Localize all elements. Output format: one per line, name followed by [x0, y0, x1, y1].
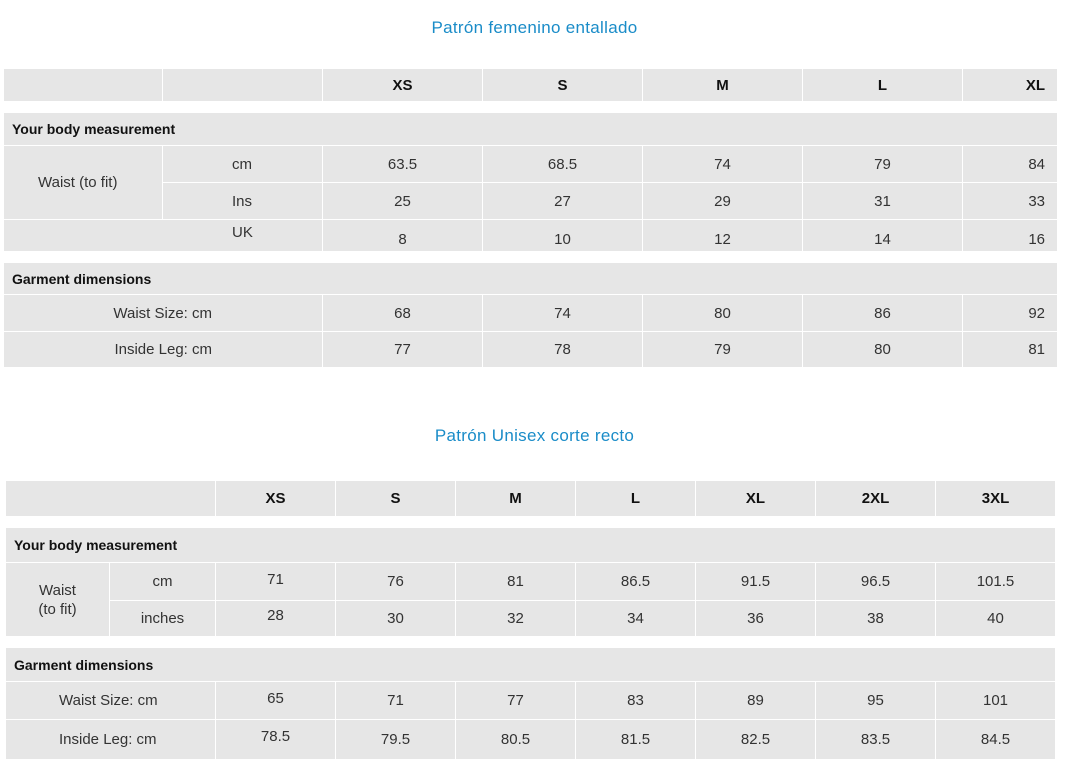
table-cell: 81 — [456, 562, 576, 600]
table-cell: 14 — [803, 219, 963, 251]
table-cell: 80 — [643, 294, 803, 331]
table-cell: 81 — [963, 331, 1057, 367]
table-cell: 40 — [936, 600, 1055, 636]
table-cell: 30 — [336, 600, 456, 636]
table-cell: 32 — [456, 600, 576, 636]
unit-label: cm — [110, 562, 216, 600]
table-row — [6, 600, 1055, 636]
table-cell: 63.5 — [323, 145, 483, 182]
waist-label-line: (to fit) — [38, 600, 77, 618]
unit-label: UK — [163, 219, 323, 251]
table-cell: 65 — [216, 681, 336, 719]
size-header: 2XL — [816, 481, 936, 516]
table-cell: 77 — [323, 331, 483, 367]
table-row — [4, 219, 1057, 251]
size-header: XL — [963, 69, 1057, 101]
size-header-row — [6, 481, 1055, 516]
waist-label: Waist (to fit) — [4, 145, 163, 219]
waist-label-line: Waist — [39, 581, 76, 599]
table-cell: 78.5 — [216, 719, 336, 759]
table-cell: 83.5 — [816, 719, 936, 759]
section-heading: Your body measurement — [6, 528, 1055, 562]
fitted-pattern-title: Patrón femenino entallado — [431, 18, 638, 37]
size-header: 3XL — [936, 481, 1055, 516]
garment-dimensions-section — [6, 648, 1055, 681]
table-cell: 92 — [963, 294, 1057, 331]
table-row — [6, 681, 1055, 719]
table-cell: 68 — [323, 294, 483, 331]
table-cell: 91.5 — [696, 562, 816, 600]
table-cell: 95 — [816, 681, 936, 719]
table-cell: 86.5 — [576, 562, 696, 600]
table-cell: 80 — [803, 331, 963, 367]
table-row — [6, 719, 1055, 759]
table-cell: 77 — [456, 681, 576, 719]
table-cell: 25 — [323, 182, 483, 219]
table-cell: 96.5 — [816, 562, 936, 600]
row-label: Waist Size: cm — [6, 681, 216, 719]
table-cell: 101.5 — [936, 562, 1055, 600]
fitted-size-table — [4, 69, 1057, 367]
table-cell: 8 — [323, 219, 483, 251]
body-measurement-section — [6, 528, 1055, 562]
table-cell: 76 — [336, 562, 456, 600]
table-cell: 79 — [803, 145, 963, 182]
unisex-size-table — [6, 481, 1055, 759]
size-header: L — [576, 481, 696, 516]
table-cell: 81.5 — [576, 719, 696, 759]
size-header: M — [643, 69, 803, 101]
row-label: Inside Leg: cm — [6, 719, 216, 759]
unisex-pattern-title: Patrón Unisex corte recto — [434, 426, 635, 445]
table-cell: 71 — [216, 562, 336, 600]
table-cell: 71 — [336, 681, 456, 719]
table-cell: 82.5 — [696, 719, 816, 759]
size-header: L — [803, 69, 963, 101]
table-cell: 84.5 — [936, 719, 1055, 759]
table-cell: 12 — [643, 219, 803, 251]
table-cell: 10 — [483, 219, 643, 251]
table-cell: 101 — [936, 681, 1055, 719]
section-heading: Garment dimensions — [4, 263, 1057, 294]
section-heading: Your body measurement — [4, 113, 1057, 145]
table-cell: 68.5 — [483, 145, 643, 182]
table-cell: 33 — [963, 182, 1057, 219]
unit-label: Ins — [163, 182, 323, 219]
table-cell: 84 — [963, 145, 1057, 182]
table-cell: 74 — [643, 145, 803, 182]
body-measurement-section — [4, 113, 1057, 145]
table-row — [4, 294, 1057, 331]
table-cell: 16 — [963, 219, 1057, 251]
table-cell: 86 — [803, 294, 963, 331]
size-header: XS — [323, 69, 483, 101]
size-header-row — [4, 69, 1057, 101]
row-label: Inside Leg: cm — [4, 331, 323, 367]
table-cell: 31 — [803, 182, 963, 219]
table-cell: 36 — [696, 600, 816, 636]
garment-dimensions-section — [4, 263, 1057, 294]
table-cell: 89 — [696, 681, 816, 719]
size-header: S — [483, 69, 643, 101]
table-cell: 83 — [576, 681, 696, 719]
table-row — [4, 331, 1057, 367]
unit-label: inches — [110, 600, 216, 636]
row-label: Waist Size: cm — [4, 294, 323, 331]
table-cell: 28 — [216, 600, 336, 636]
table-cell: 79.5 — [336, 719, 456, 759]
table-cell: 29 — [643, 182, 803, 219]
table-row — [6, 562, 1055, 600]
table-cell: 80.5 — [456, 719, 576, 759]
size-header: XS — [216, 481, 336, 516]
table-row — [4, 145, 1057, 182]
table-cell: 79 — [643, 331, 803, 367]
table-cell: 38 — [816, 600, 936, 636]
size-header: M — [456, 481, 576, 516]
table-cell: 74 — [483, 294, 643, 331]
waist-label — [6, 562, 110, 636]
size-header: XL — [696, 481, 816, 516]
unit-label: cm — [163, 145, 323, 182]
table-cell: 27 — [483, 182, 643, 219]
section-heading: Garment dimensions — [6, 648, 1055, 681]
size-header: S — [336, 481, 456, 516]
table-cell: 34 — [576, 600, 696, 636]
table-cell: 78 — [483, 331, 643, 367]
